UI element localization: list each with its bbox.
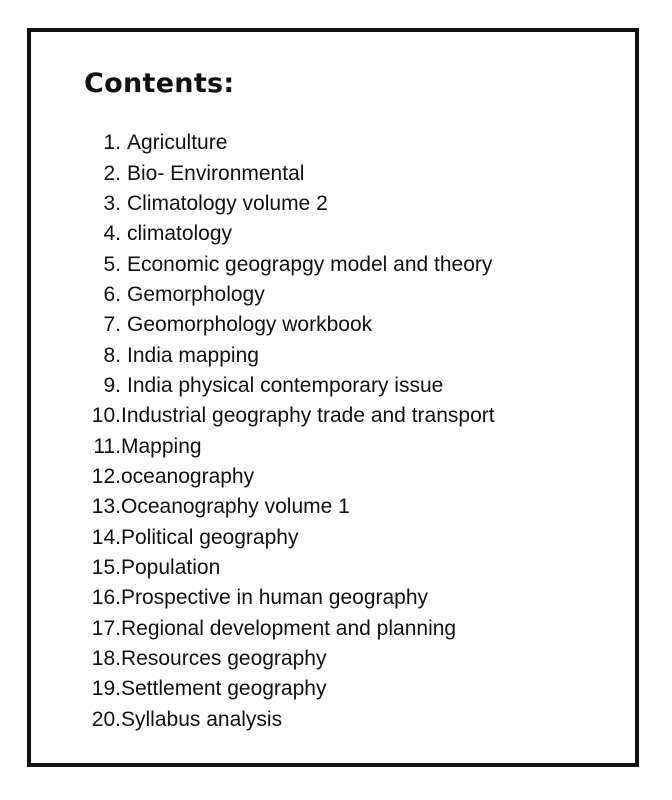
- item-label: India physical contemporary issue: [127, 373, 444, 397]
- item-number: 2.: [103, 161, 121, 185]
- item-label: Climatology volume 2: [127, 191, 328, 215]
- item-number: 8.: [103, 343, 121, 367]
- contents-item: [88, 583, 495, 613]
- contents-item: [88, 462, 495, 492]
- item-number: 9.: [103, 373, 121, 397]
- item-number: 13.: [91, 495, 121, 519]
- item-number: 12.: [91, 464, 121, 488]
- contents-item: [88, 644, 495, 674]
- item-label: Industrial geography trade and transport: [121, 404, 495, 428]
- item-label: climatology: [127, 222, 233, 246]
- item-number: 3.: [103, 191, 121, 215]
- item-number: 10.: [91, 404, 121, 428]
- item-label: Regional development and planning: [121, 616, 457, 640]
- contents-item: [88, 249, 495, 279]
- item-label: Syllabus analysis: [121, 707, 283, 731]
- item-label: oceanography: [121, 464, 255, 488]
- contents-item: [88, 614, 495, 644]
- item-label: Prospective in human geography: [121, 586, 429, 610]
- item-label: Population: [121, 555, 221, 579]
- item-label: Oceanography volume 1: [121, 495, 350, 519]
- contents-item: [88, 189, 495, 219]
- contents-item: [88, 431, 495, 461]
- contents-item: [88, 553, 495, 583]
- contents-item: [88, 280, 495, 310]
- item-label: Mapping: [121, 434, 202, 458]
- item-label: Political geography: [121, 525, 299, 549]
- item-number: 20.: [91, 707, 121, 731]
- item-label: Agriculture: [127, 131, 228, 155]
- item-number: 15.: [91, 555, 121, 579]
- item-label: India mapping: [127, 343, 259, 367]
- item-number: 1.: [103, 131, 121, 155]
- item-number: 14.: [91, 525, 121, 549]
- item-label: Gemorphology: [127, 282, 265, 306]
- item-number: 4.: [103, 222, 121, 246]
- contents-item: [88, 219, 495, 249]
- contents-list: [88, 128, 495, 735]
- contents-item: [88, 522, 495, 552]
- contents-item: [88, 492, 495, 522]
- item-number: 6.: [103, 282, 121, 306]
- item-number: 5.: [103, 252, 121, 276]
- contents-heading: Contents:: [84, 68, 235, 99]
- item-label: Economic geograpgy model and theory: [127, 252, 493, 276]
- item-label: Bio- Environmental: [127, 161, 305, 185]
- item-number: 18.: [91, 647, 121, 671]
- contents-item: [88, 158, 495, 188]
- item-label: Resources geography: [121, 647, 327, 671]
- contents-item: [88, 340, 495, 370]
- item-label: Settlement geography: [121, 677, 327, 701]
- item-label: Geomorphology workbook: [127, 313, 373, 337]
- item-number: 17.: [91, 616, 121, 640]
- contents-item: [88, 128, 495, 158]
- contents-item: [88, 674, 495, 704]
- item-number: 16.: [91, 586, 121, 610]
- contents-item: [88, 310, 495, 340]
- item-number: 7.: [103, 313, 121, 337]
- contents-item: [88, 371, 495, 401]
- contents-item: [88, 401, 495, 431]
- item-number: 19.: [91, 677, 121, 701]
- contents-frame: [27, 28, 639, 767]
- contents-item: [88, 705, 495, 735]
- item-number: 11.: [93, 434, 121, 458]
